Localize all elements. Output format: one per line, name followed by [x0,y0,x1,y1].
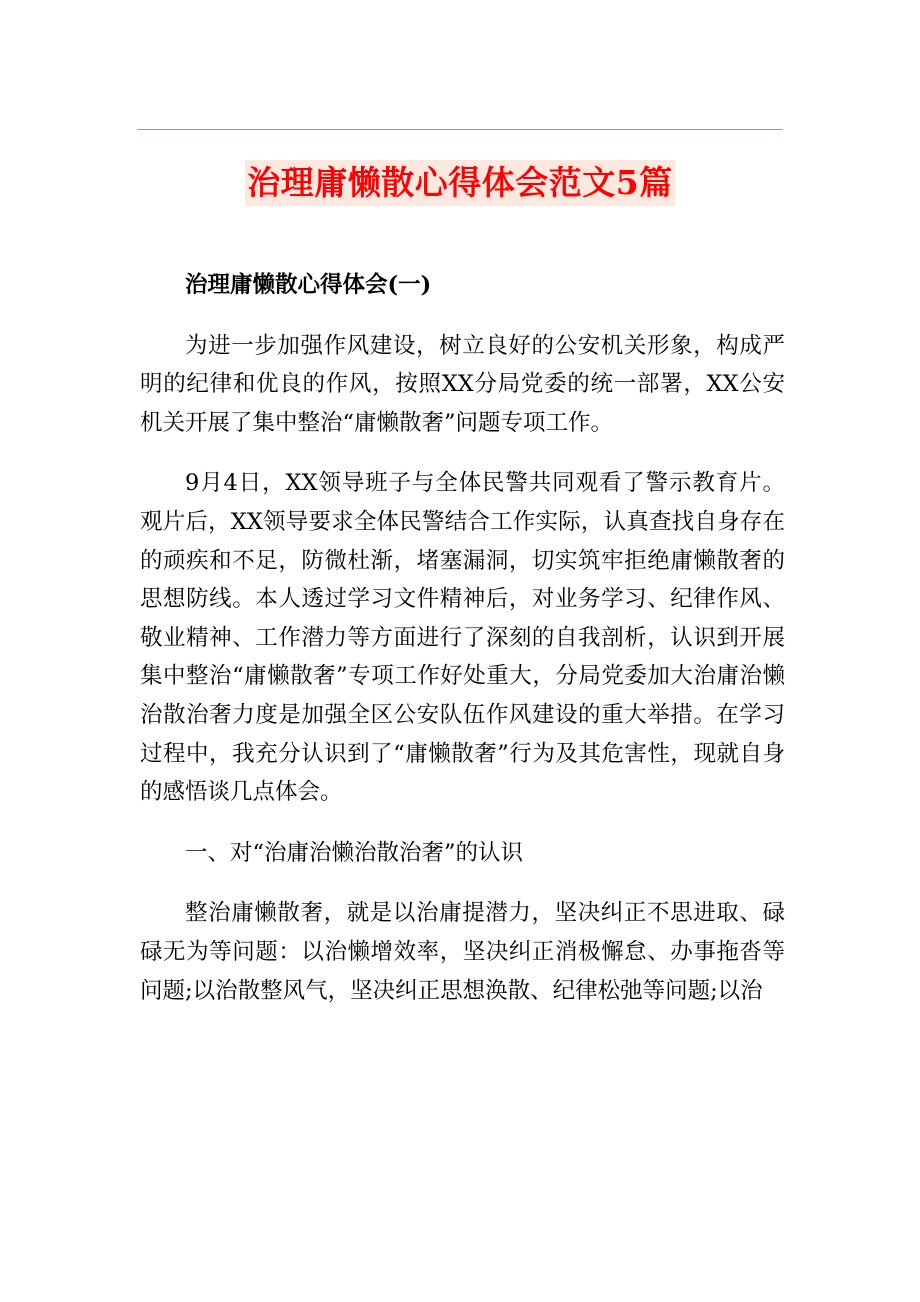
title-container [0,160,920,206]
document-title: 治理庸懒散心得体会范文5篇 [245,160,674,206]
subheading-1: 一、对“治庸治懒治散治奢”的认识 [185,839,524,866]
section-title: 治理庸懒散心得体会(一) [185,272,432,298]
document-body [140,266,785,1010]
paragraph-3: 整治庸懒散奢，就是以治庸提潜力，坚决纠正不思进取、碌碌无为等问题：以治懒增效率，坚决纠正消极懈怠、办事拖沓等问题;以治散整风气，坚决纠正思想涣散、纪律松弛等问题;以治 [140,900,785,1004]
header-divider [138,129,782,130]
paragraph-1: 为进一步加强作风建设，树立良好的公安机关形象，构成严明的纪律和优良的作风，按照XX分局党委的统一部署，XX公安机关开展了集中整治“庸懒散奢”问题专项工作。 [140,332,785,436]
paragraph-2: 9月4日，XX领导班子与全体民警共同观看了警示教育片。观片后，XX领导要求全体民警结合工作实际，认真查找自身存在的顽疾和不足，防微杜渐，堵塞漏洞，切实筑牢拒绝庸懒散奢的思想防线。本人透过学习文件精神后，对业务学习、纪律作风、敬业精神、工作潜力等方面进行了深刻的自我剖析，认识到开展集中整治“庸懒散奢”专项工作好处重大，分局党委加大治庸治懒治散治奢力度是加强全区公安队伍作风建设的重大举措。在学习过程中，我充分认识到了“庸懒散奢”行为及其危害性，现就自身的感悟谈几点体会。 [140,470,785,806]
